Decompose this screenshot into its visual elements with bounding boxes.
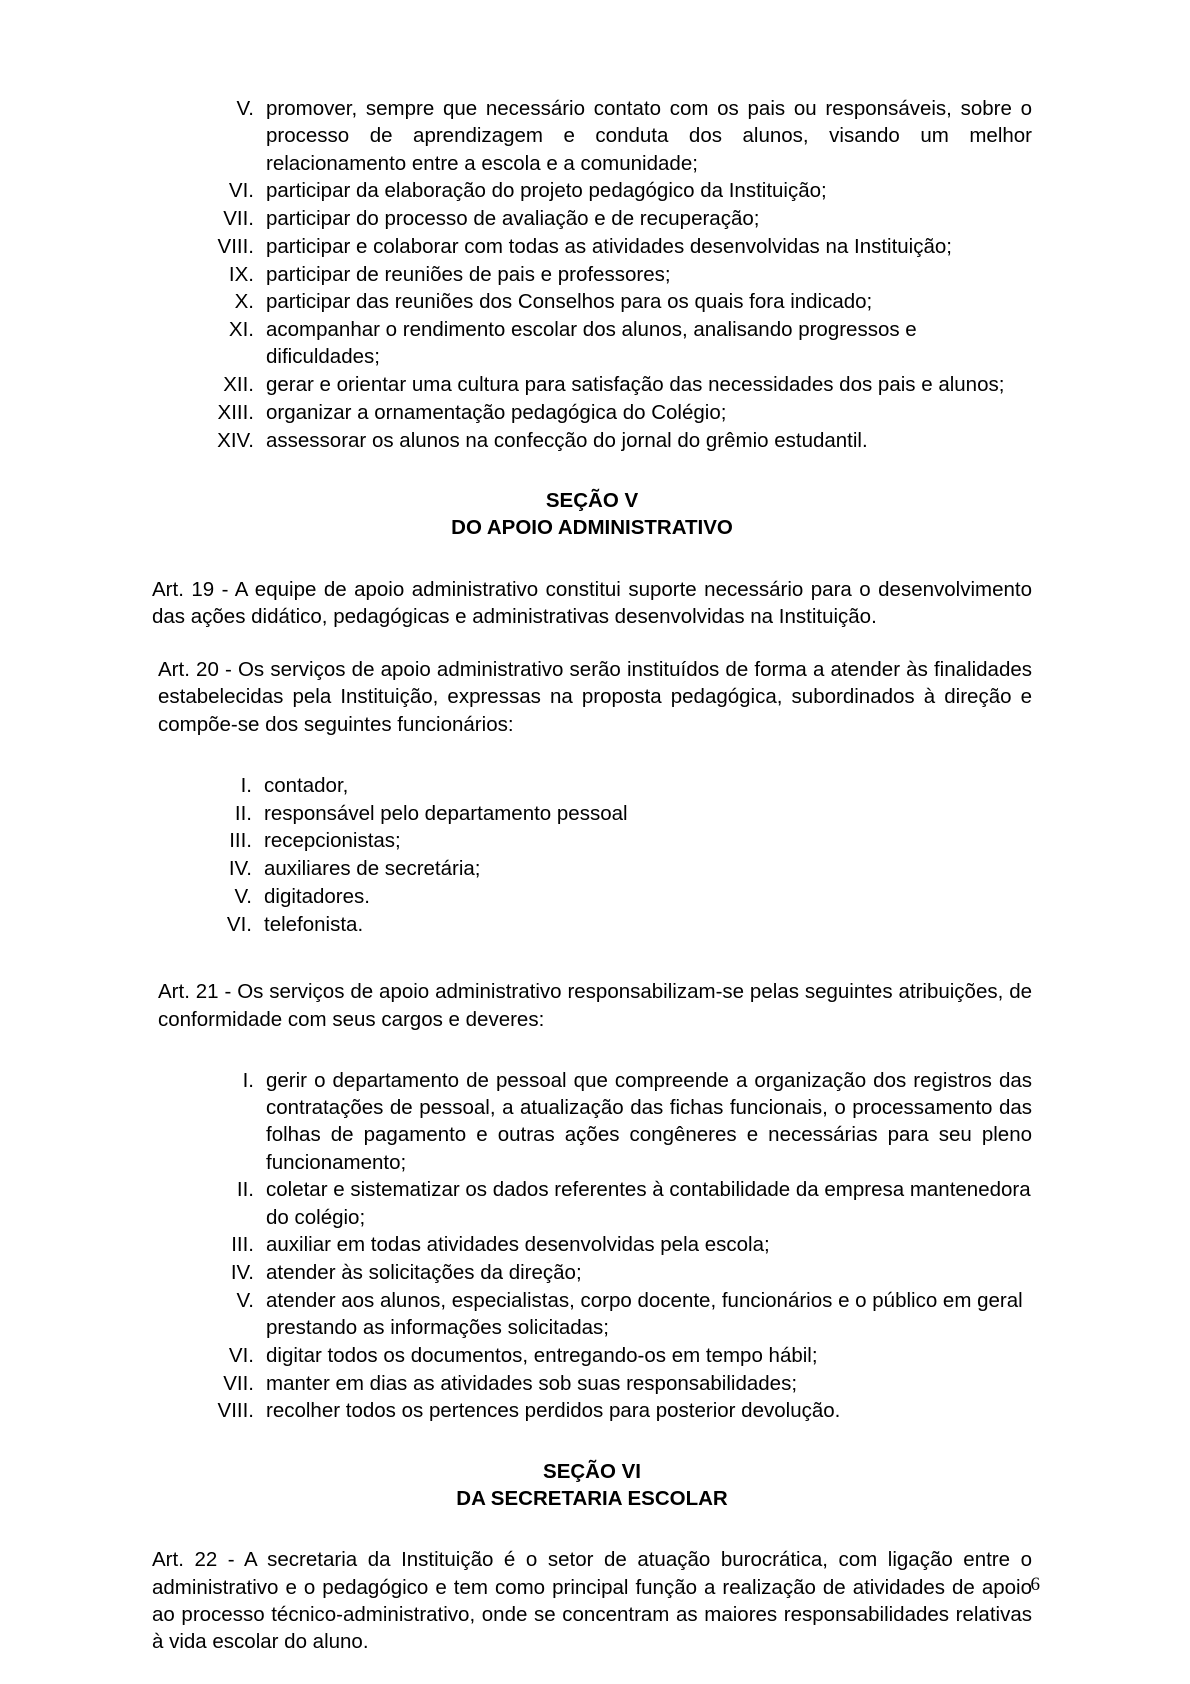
list-item-number: IX.	[228, 262, 254, 286]
list-item-number: I.	[242, 1068, 254, 1092]
list-item-text: assessorar os alunos na confecção do jornal do grêmio estudantil.	[266, 428, 868, 452]
spacer	[152, 938, 1032, 978]
spacer	[152, 630, 1032, 656]
list-item-text: coletar e sistematizar os dados referentes à contabilidade da empresa mantenedora do colégio;	[266, 1178, 1031, 1229]
list-item-text: acompanhar o rendimento escolar dos alunos, analisando progressos e dificuldades;	[266, 318, 917, 369]
article-22: Art. 22 - A secretaria da Instituição é o setor de atuação burocrática, com ligação entre o administrativo e o pedagógico e tem como principal função a realização de atividades de apoio ao processo técnico-administrativo, onde se concentram as maiores responsabilidades relativas à vida escolar do aluno.	[152, 1548, 1032, 1654]
list-item-text: responsável pelo departamento pessoal	[264, 801, 628, 825]
list-item-number: V.	[236, 97, 254, 120]
list-item	[192, 316, 1032, 371]
list-item-text: participar do processo de avaliação e de recuperação;	[266, 207, 760, 230]
spacer	[152, 1033, 1032, 1067]
list-item	[192, 1067, 1032, 1176]
list-item-number: III.	[231, 1233, 254, 1257]
list-item	[190, 800, 1032, 827]
list-item-number: XIII.	[217, 400, 254, 424]
list-item-text: atender aos alunos, especialistas, corpo docente, funcionários e o público em geral prestando as informações solicitadas;	[266, 1288, 1023, 1340]
list-item	[192, 233, 1032, 260]
list-item-number: II.	[234, 801, 252, 825]
list-item-number: VII.	[223, 207, 254, 230]
list-item	[192, 1397, 1032, 1424]
list-item-text: participar e colaborar com todas as atividades desenvolvidas na Instituição;	[266, 234, 952, 258]
list-item-text: participar das reuniões dos Conselhos para os quais fora indicado;	[266, 290, 873, 314]
list-item	[190, 855, 1032, 882]
section-heading-line2: DO APOIO ADMINISTRATIVO	[451, 515, 733, 539]
list-item-text: gerir o departamento de pessoal que compreende a organização dos registros das contratações de pessoal, a atualização das fichas funcionais, o processamento das folhas de pagamento e outras ações congêneres e necessárias para seu pleno funcionamento;	[266, 1068, 1032, 1174]
list-item	[190, 827, 1032, 854]
document-body	[152, 95, 1032, 1655]
section-heading-line2: DA SECRETARIA ESCOLAR	[456, 1486, 728, 1510]
spacer	[152, 454, 1032, 488]
list-item-number: XIV.	[217, 428, 254, 452]
article-19: Art. 19 - A equipe de apoio administrativo constitui suporte necessário para o desenvolvimento das ações didático, pedagógicas e administrativas desenvolvidas na Instituição.	[152, 577, 1032, 628]
page-number: 6	[1030, 1574, 1040, 1595]
list-item-number: III.	[229, 829, 252, 853]
list-item-text: participar da elaboração do projeto pedagógico da Instituição;	[266, 179, 827, 203]
list-item-number: VIII.	[217, 234, 254, 258]
list-item	[192, 427, 1032, 454]
list-atribuicoes-docentes	[152, 95, 1032, 454]
section-heading-line1: SEÇÃO VI	[543, 1460, 641, 1484]
list-item	[190, 772, 1032, 799]
list-item-text: promover, sempre que necessário contato com os pais ou responsáveis, sobre o processo de aprendizagem e conduta dos alunos, visando um melhor relacionamento entre a escola e a comunidade;	[266, 97, 1032, 175]
list-item-number: V.	[236, 1288, 254, 1312]
list-item-text: auxiliares de secretária;	[264, 857, 481, 881]
list-item	[192, 288, 1032, 315]
list-item-text: atender às solicitações da direção;	[266, 1261, 582, 1285]
list-item	[192, 205, 1032, 232]
spacer	[152, 542, 1032, 576]
list-item-number: VIII.	[217, 1399, 254, 1423]
article-21: Art. 21 - Os serviços de apoio administrativo responsabilizam-se pelas seguintes atribuições, de conformidade com seus cargos e deveres:	[158, 980, 1032, 1031]
list-item-text: contador,	[264, 773, 349, 797]
list-item-number: VI.	[226, 912, 252, 936]
list-item-number: X.	[234, 290, 254, 314]
list-funcionarios	[152, 772, 1032, 938]
list-item-text: recolher todos os pertences perdidos para posterior devolução.	[266, 1399, 841, 1423]
list-item	[192, 1370, 1032, 1397]
list-item-text: auxiliar em todas atividades desenvolvidas pela escola;	[266, 1233, 770, 1257]
list-item-number: I.	[240, 773, 252, 797]
list-item	[192, 399, 1032, 426]
list-item-number: II.	[236, 1178, 254, 1202]
list-item	[192, 1176, 1032, 1231]
list-item	[192, 1259, 1032, 1286]
list-atribuicoes-apoio	[152, 1067, 1032, 1425]
section-heading-line1: SEÇÃO V	[545, 489, 639, 513]
list-item-number: VII.	[223, 1371, 254, 1395]
list-item	[190, 911, 1032, 938]
spacer	[152, 738, 1032, 772]
list-item-text: digitadores.	[264, 884, 370, 908]
list-item-text: participar de reuniões de pais e professores;	[266, 262, 671, 286]
section-heading-secao-v	[152, 488, 1032, 541]
list-item-text: digitar todos os documentos, entregando-os em tempo hábil;	[266, 1343, 818, 1367]
spacer	[152, 1512, 1032, 1546]
list-item-text: organizar a ornamentação pedagógica do Colégio;	[266, 400, 727, 424]
section-heading-secao-vi	[152, 1459, 1032, 1512]
list-item-text: manter em dias as atividades sob suas responsabilidades;	[266, 1371, 798, 1395]
list-item	[192, 261, 1032, 288]
list-item	[192, 1342, 1032, 1369]
list-item	[190, 883, 1032, 910]
list-item	[192, 1287, 1032, 1342]
list-item	[192, 95, 1032, 177]
list-item-number: XII.	[223, 373, 254, 396]
list-item-text: recepcionistas;	[264, 829, 401, 853]
article-20: Art. 20 - Os serviços de apoio administrativo serão instituídos de forma a atender às finalidades estabelecidas pela Instituição, expressas na proposta pedagógica, subordinados à direção e compõe-se dos seguintes funcionários:	[158, 658, 1032, 736]
list-item-number: VI.	[228, 179, 254, 203]
list-item	[192, 177, 1032, 204]
list-item-text: telefonista.	[264, 912, 364, 936]
list-item	[192, 1231, 1032, 1258]
list-item-number: V.	[234, 884, 252, 908]
spacer	[152, 1425, 1032, 1459]
list-item-number: VI.	[228, 1343, 254, 1367]
list-item-text: gerar e orientar uma cultura para satisfação das necessidades dos pais e alunos;	[266, 373, 1005, 396]
list-item-number: IV.	[230, 1261, 254, 1285]
list-item-number: IV.	[228, 857, 252, 881]
list-item-number: XI.	[228, 318, 254, 341]
list-item	[192, 371, 1032, 398]
